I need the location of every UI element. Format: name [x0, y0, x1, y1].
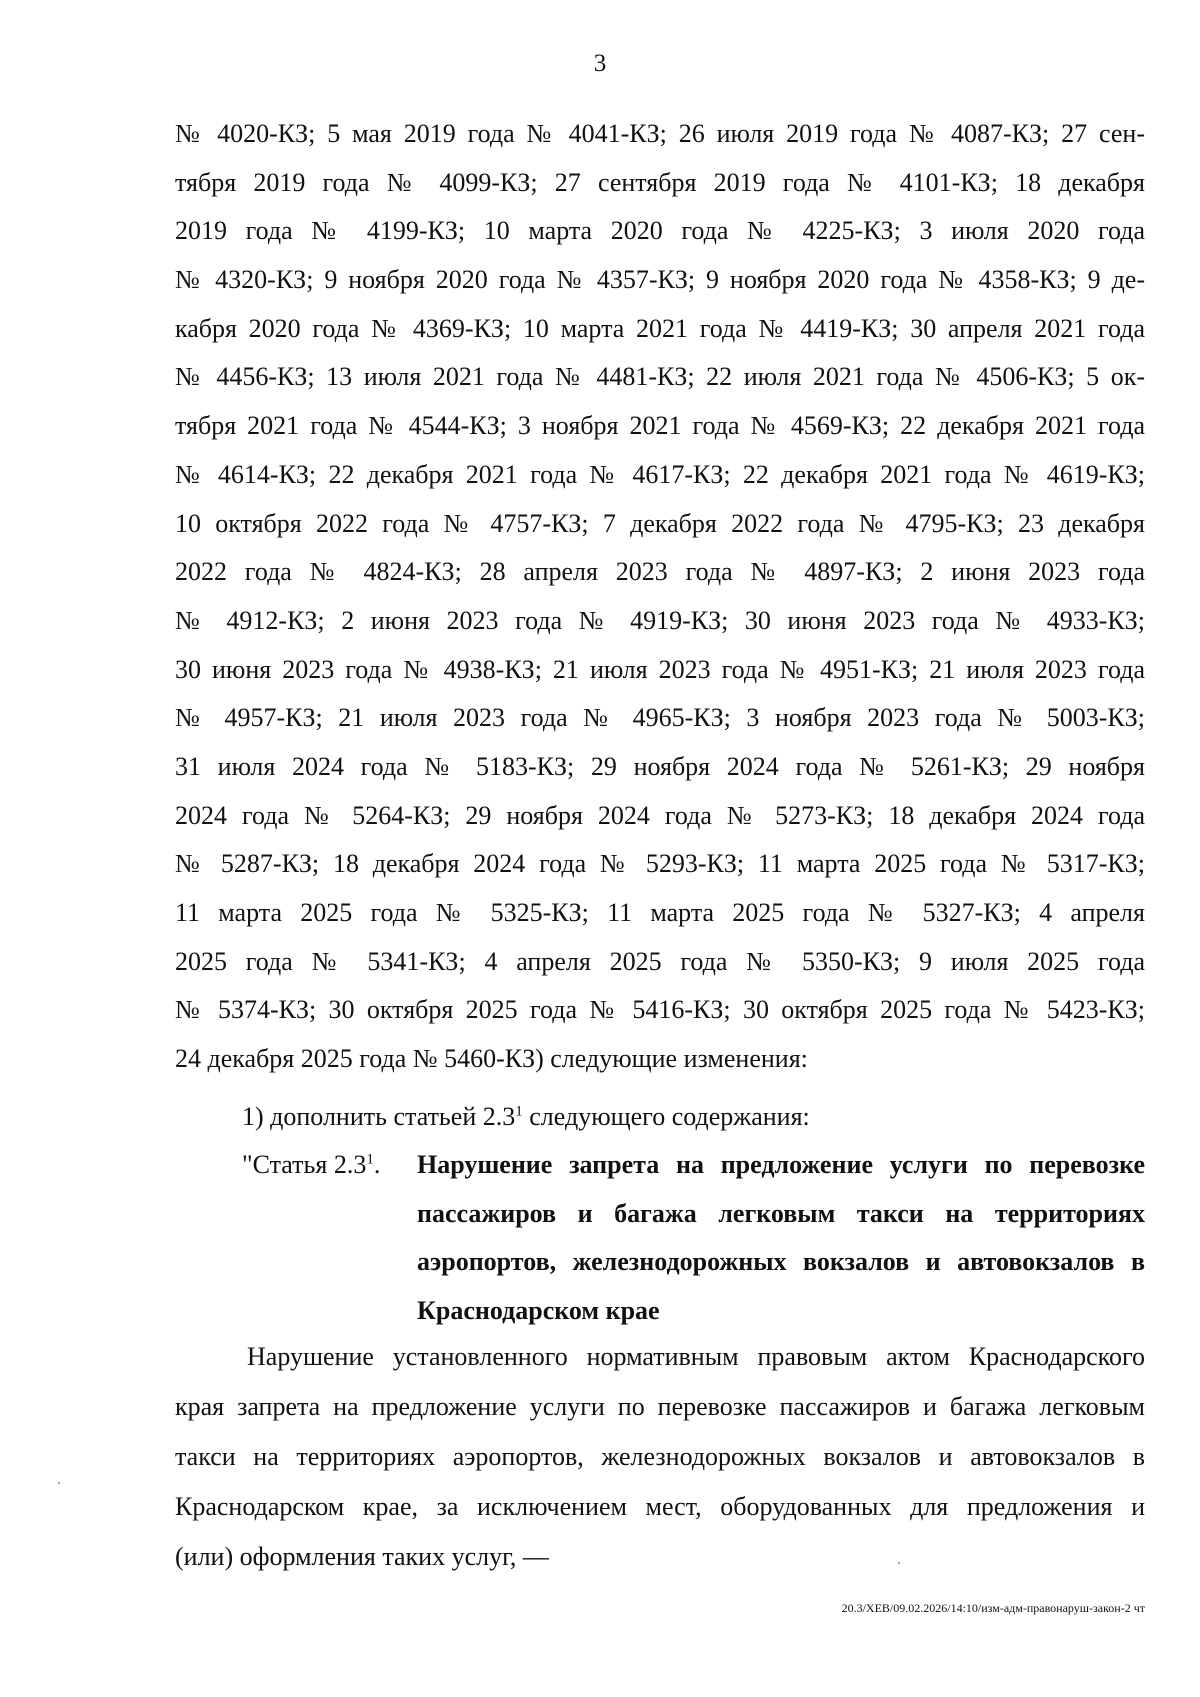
amendments-list-paragraph — [175, 110, 1145, 1084]
document-footer-code: 20.3/ХЕВ/09.02.2026/14:10/изм-адм-правонаруш-закон-2 чт — [841, 1601, 1145, 1615]
paragraph-line: такси на территориях аэропортов, железнодорожных вокзалов и автовокзалов в — [175, 1442, 1145, 1471]
paragraph-line: тября 2021 года № 4544-КЗ; 3 ноября 2021 года № 4569-КЗ; 22 декабря 2021 года — [175, 411, 1145, 441]
superscript: 1 — [515, 1103, 523, 1120]
article-title — [417, 1141, 1145, 1335]
paragraph-line: 31 июля 2024 года № 5183-КЗ; 29 ноября 2024 года № 5261-КЗ; 29 ноября — [175, 751, 1145, 781]
article-body-paragraph — [175, 1332, 1145, 1582]
article-title-line: пассажиров и багажа легковым такси на территориях — [417, 1198, 1145, 1228]
paragraph-line: № 4320-КЗ; 9 ноября 2020 года № 4357-КЗ; 9 ноября 2020 года № 4358-КЗ; 9 де- — [175, 265, 1145, 295]
paragraph-line: 2025 года № 5341-КЗ; 4 апреля 2025 года № 5350-КЗ; 9 июля 2025 года — [175, 946, 1145, 976]
paragraph-line: № 5374-КЗ; 30 октября 2025 года № 5416-КЗ; 30 октября 2025 года № 5423-КЗ; — [175, 995, 1145, 1025]
paragraph-line: № 4020-КЗ; 5 мая 2019 года № 4041-КЗ; 26 июля 2019 года № 4087-КЗ; 27 сен- — [175, 119, 1145, 148]
paragraph-line: № 4957-КЗ; 21 июля 2023 года № 4965-КЗ; 3 ноября 2023 года № 5003-КЗ; — [175, 703, 1145, 733]
article-title-line: аэропортов, железнодорожных вокзалов и автовокзалов в — [417, 1247, 1145, 1276]
article-label-text: . — [373, 1150, 381, 1179]
article-label — [242, 1141, 380, 1189]
point-text: 1) дополнить статьей 2.3 — [242, 1102, 516, 1131]
paragraph-line: края запрета на предложение услуги по перевозке пассажиров и багажа легковым — [175, 1392, 1145, 1421]
paragraph-line: 11 марта 2025 года № 5325-КЗ; 11 марта 2025 года № 5327-КЗ; 4 апреля — [175, 898, 1145, 927]
article-title-line: Нарушение запрета на предложение услуги по перевозке — [417, 1150, 1145, 1179]
paragraph-line: тября 2019 года № 4099-КЗ; 27 сентября 2019 года № 4101-КЗ; 18 декабря — [175, 167, 1145, 197]
paragraph-line: кабря 2020 года № 4369-КЗ; 10 марта 2021 года № 4419-КЗ; 30 апреля 2021 года — [175, 313, 1145, 343]
paragraph-line: 2019 года № 4199-КЗ; 10 марта 2020 года № 4225-КЗ; 3 июля 2020 года — [175, 216, 1145, 246]
paragraph-line: № 4614-КЗ; 22 декабря 2021 года № 4617-КЗ; 22 декабря 2021 года № 4619-КЗ; — [175, 459, 1145, 489]
paragraph-line: № 5287-КЗ; 18 декабря 2024 года № 5293-КЗ; 11 марта 2025 года № 5317-КЗ; — [175, 849, 1145, 879]
scan-speck — [898, 1562, 900, 1564]
point-text: следующего содержания: — [522, 1102, 810, 1131]
page-number: 3 — [593, 50, 607, 77]
paragraph-line: 2024 года № 5264-КЗ; 29 ноября 2024 года № 5273-КЗ; 18 декабря 2024 года — [175, 800, 1145, 830]
scan-speck — [58, 1482, 60, 1484]
paragraph-line: (или) оформления таких услуг, — — [175, 1542, 549, 1571]
paragraph-line: Краснодарском крае, за исключением мест, оборудованных для предложения и — [175, 1492, 1145, 1521]
article-label-text: "Статья 2.3 — [242, 1150, 367, 1179]
article-title-line: Краснодарском крае — [417, 1295, 660, 1325]
amendment-point-1 — [242, 1093, 810, 1141]
paragraph-line: 10 октября 2022 года № 4757-КЗ; 7 декабря 2022 года № 4795-КЗ; 23 декабря — [175, 508, 1145, 538]
paragraph-line: 30 июня 2023 года № 4938-КЗ; 21 июля 2023 года № 4951-КЗ; 21 июля 2023 года — [175, 654, 1145, 684]
paragraph-line: № 4456-КЗ; 13 июля 2021 года № 4481-КЗ; 22 июля 2021 года № 4506-КЗ; 5 ок- — [175, 362, 1145, 392]
paragraph-line: 2022 года № 4824-КЗ; 28 апреля 2023 года № 4897-КЗ; 2 июня 2023 года — [175, 557, 1145, 587]
paragraph-line: 24 декабря 2025 года № 5460-КЗ) следующие изменения: — [175, 1044, 808, 1074]
paragraph-line: № 4912-КЗ; 2 июня 2023 года № 4919-КЗ; 30 июня 2023 года № 4933-КЗ; — [175, 605, 1145, 635]
paragraph-line: Нарушение установленного нормативным правовым актом Краснодарского — [247, 1342, 1145, 1371]
superscript: 1 — [366, 1151, 374, 1168]
